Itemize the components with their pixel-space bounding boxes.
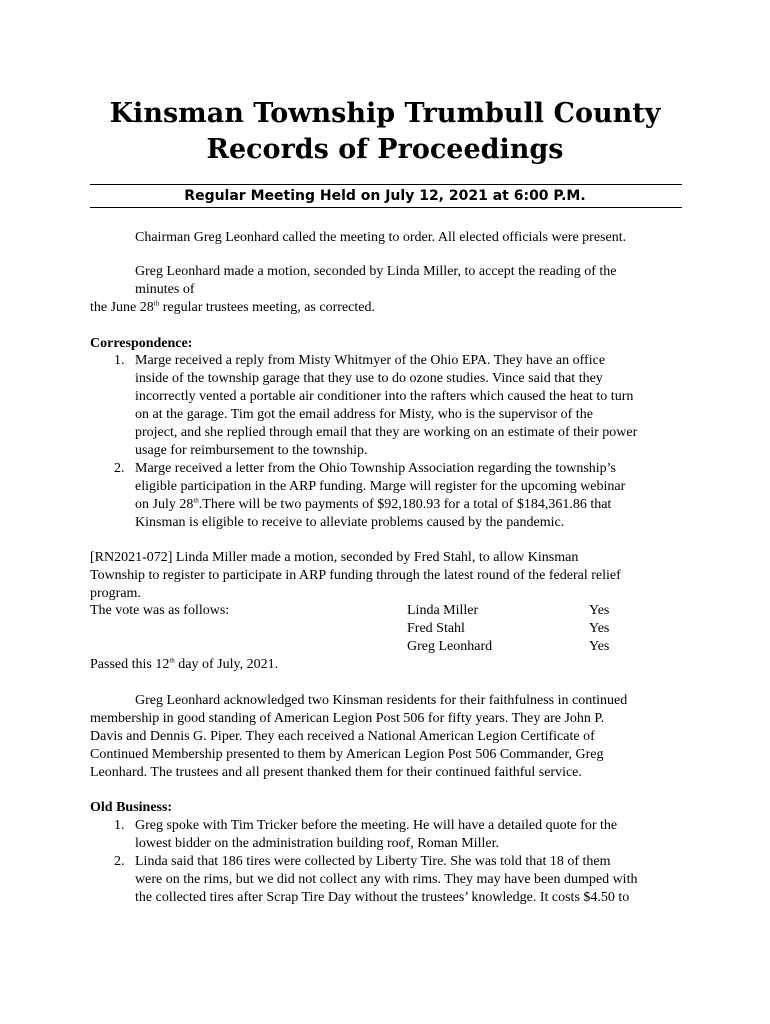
voter-name: Greg Leonhard (407, 639, 493, 654)
correspondence-2-line: Marge received a letter from the Ohio Township Association regarding the township’s (135, 461, 617, 476)
passed-line (90, 656, 278, 674)
old-business-2-line: were on the rims, but we did not collect any with rims. They may have been dumped with (135, 872, 638, 887)
minutes-motion-line-1: Greg Leonhard made a motion, seconded by Linda Miller, to accept the reading of the (135, 264, 617, 279)
voter-name: Linda Miller (407, 603, 479, 618)
passed-date-text: day of July, 2021. (174, 657, 279, 672)
correspondence-2-line: Kinsman is eligible to receive to alleviate problems caused by the pandemic. (135, 515, 565, 530)
meeting-subtitle: Regular Meeting Held on July 12, 2021 at 6:00 P.M. (184, 188, 586, 204)
arp-motion-line: [RN2021-072] Linda Miller made a motion, seconded by Fred Stahl, to allow Kinsman (90, 550, 579, 565)
old-business-1-line: lowest bidder on the administration building roof, Roman Miller. (135, 836, 499, 851)
voter-vote: Yes (589, 621, 610, 636)
list-number: 2. (114, 461, 125, 476)
list-number: 1. (114, 353, 125, 368)
correspondence-1-line: on at the garage. Tim got the email address for Misty, who is the supervisor of the (135, 407, 593, 422)
legion-paragraph-line: Greg Leonhard acknowledged two Kinsman residents for their faithfulness in continued (135, 693, 628, 708)
old-business-heading: Old Business: (90, 800, 173, 815)
legion-paragraph-line: Davis and Dennis G. Piper. They each received a National American Legion Certificate of (90, 729, 595, 744)
subtitle-bottom-rule (90, 207, 682, 208)
correspondence-heading: Correspondence: (90, 336, 193, 351)
voter-name: Fred Stahl (407, 621, 465, 636)
minutes-motion-line-3 (90, 299, 375, 317)
minutes-date-text: the June 28 (90, 300, 154, 315)
old-business-2-line: the collected tires after Scrap Tire Day without the trustees’ knowledge. It costs $4.50 to (135, 890, 630, 905)
minutes-motion-text: regular trustees meeting, as corrected. (159, 300, 375, 315)
legion-paragraph-line: Continued Membership presented to them by American Legion Post 506 Commander, Greg (90, 747, 604, 762)
payment-text: .There will be two payments of $92,180.93 for a total of $184,361.86 that (198, 497, 612, 512)
correspondence-2-line: eligible participation in the ARP funding. Marge will register for the upcoming webinar (135, 479, 626, 494)
correspondence-1-line: inside of the township garage that they use to do ozone studies. Vince said that they (135, 371, 603, 386)
old-business-1-line: Greg spoke with Tim Tricker before the meeting. He will have a detailed quote for the (135, 818, 618, 833)
vote-label: The vote was as follows: (90, 603, 230, 618)
ordinal-suffix: th (169, 656, 175, 665)
call-to-order-paragraph: Chairman Greg Leonhard called the meeting to order. All elected officials were present. (135, 230, 627, 245)
old-business-2-line: Linda said that 186 tires were collected by Liberty Tire. She was told that 18 of them (135, 854, 611, 869)
voter-vote: Yes (589, 639, 610, 654)
title-line-2: Records of Proceedings (206, 134, 564, 165)
list-number: 2. (114, 854, 125, 869)
correspondence-1-line: Marge received a reply from Misty Whitmyer of the Ohio EPA. They have an office (135, 353, 606, 368)
correspondence-1-line: incorrectly vented a portable air conditioner into the rafters which caused the heat to turn (135, 389, 634, 404)
subtitle-top-rule (90, 184, 682, 185)
title-line-1: Kinsman Township Trumbull County (109, 98, 661, 129)
webinar-date-text: on July 28 (135, 497, 194, 512)
ordinal-suffix: th (153, 299, 160, 308)
correspondence-1-line: usage for reimbursement to the township. (135, 443, 368, 458)
correspondence-1-line: project, and she replied through email that they are working on an estimate of their power (135, 425, 638, 440)
list-number: 1. (114, 818, 125, 833)
ordinal-suffix: th (193, 496, 199, 505)
correspondence-2-line (135, 496, 611, 514)
passed-text: Passed this 12 (90, 657, 170, 672)
legion-paragraph-line: Leonhard. The trustees and all present thanked them for their continued faithful service. (90, 765, 582, 780)
arp-motion-line: Township to register to participate in ARP funding through the latest round of the federal relief (90, 568, 621, 583)
minutes-motion-line-2: minutes of (135, 282, 195, 297)
arp-motion-line: program. (90, 586, 141, 601)
voter-vote: Yes (589, 603, 610, 618)
legion-paragraph-line: membership in good standing of American Legion Post 506 for fifty years. They are John P. (90, 711, 605, 726)
